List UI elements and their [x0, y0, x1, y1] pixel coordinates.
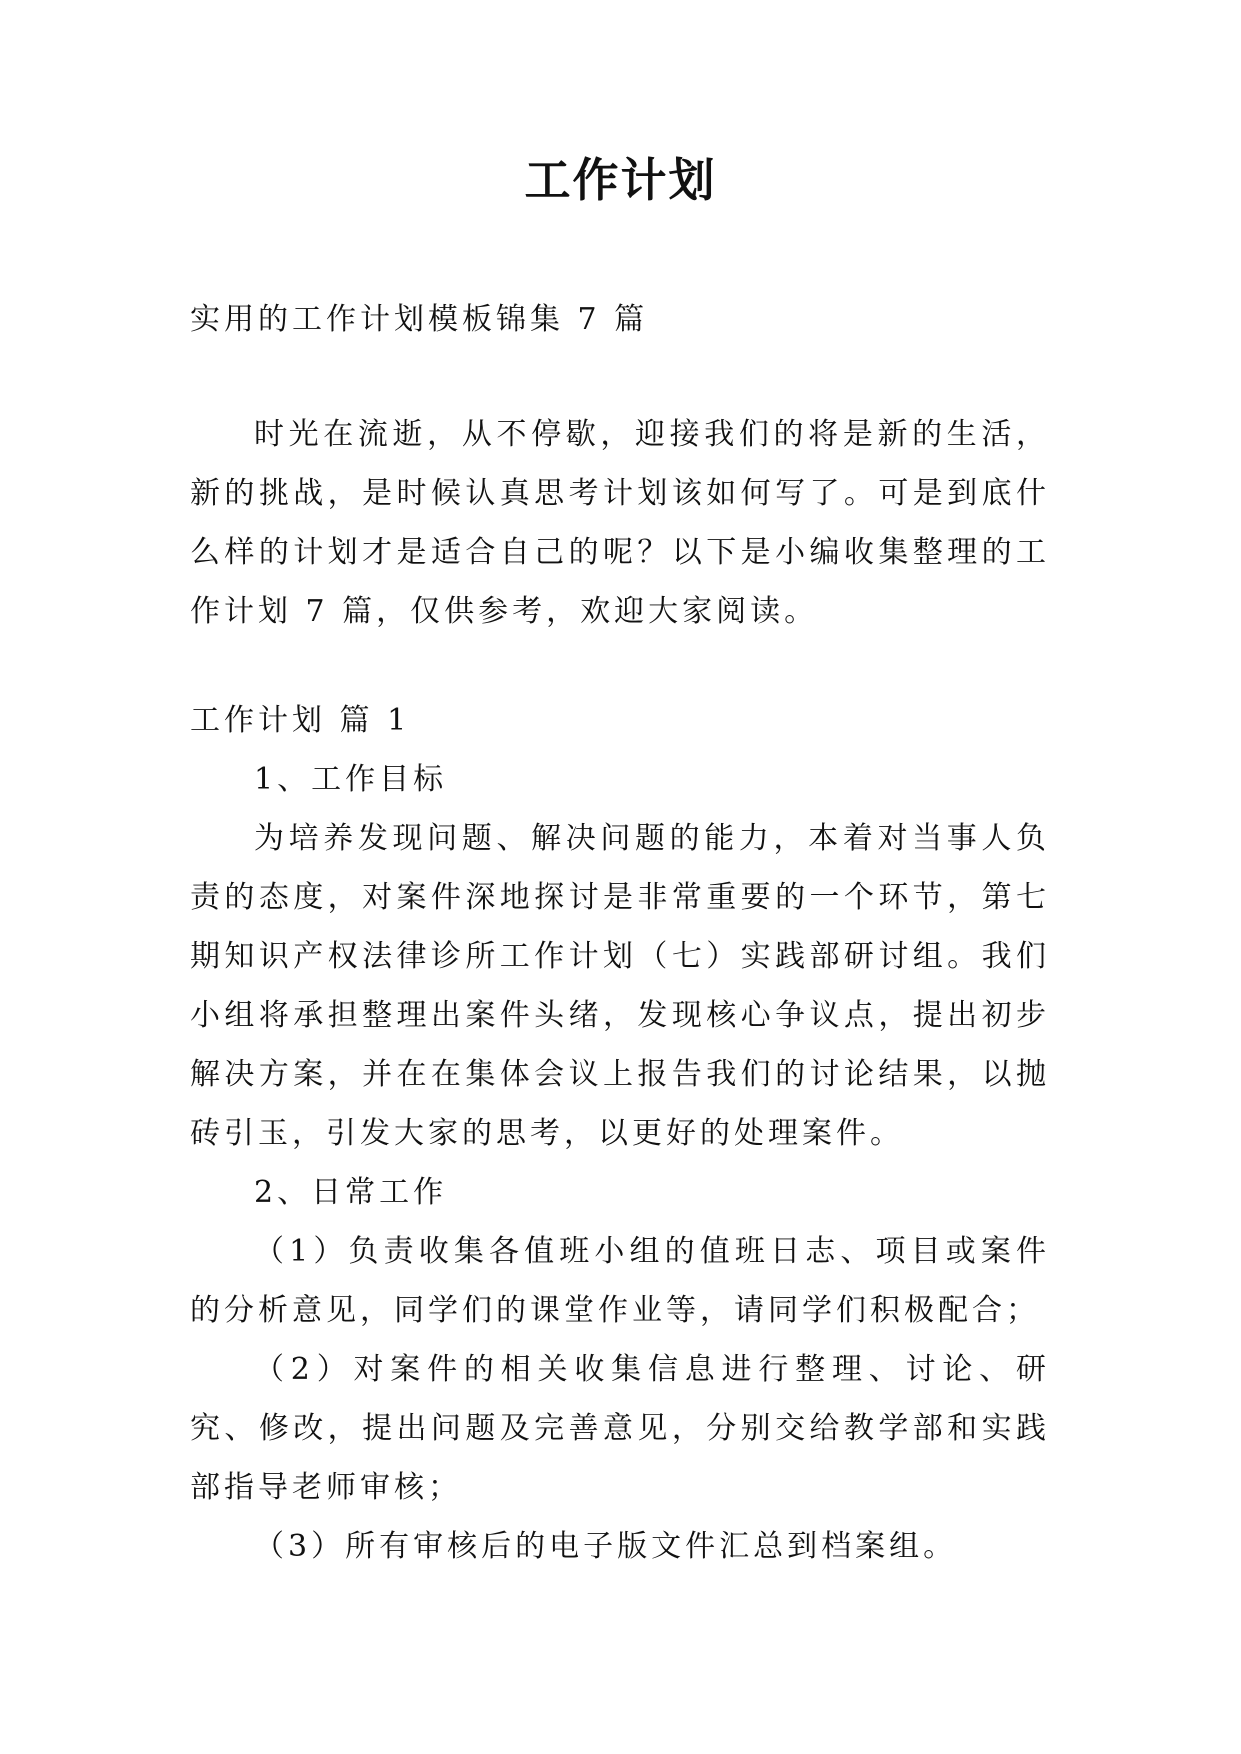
- goal-paragraph: 为培养发现问题、解决问题的能力，本着对当事人负责的态度，对案件深地探讨是非常重要的一个环节，第七期知识产权法律诊所工作计划（七）实践部研讨组。我们小组将承担整理出案件头绪，发现核心争议点，提出初步解决方案，并在在集体会议上报告我们的讨论结果，以抛砖引玉，引发大家的思考，以更好的处理案件。: [190, 821, 1050, 1151]
- document-subtitle: 实用的工作计划模板锦集 7 篇: [190, 302, 649, 337]
- section-heading: 工作计划 篇 1: [190, 703, 411, 738]
- document-title: 工作计划: [524, 153, 717, 207]
- intro-paragraph: 时光在流逝，从不停歇，迎接我们的将是新的生活，新的挑战，是时候认真思考计划该如何写了。可是到底什么样的计划才是适合自己的呢？以下是小编收集整理的工作计划 7 篇，仅供参考，欢迎大家阅读。: [190, 417, 1050, 629]
- item-heading-goal: 1、工作目标: [254, 762, 448, 797]
- daily-item-2: （2）对案件的相关收集信息进行整理、讨论、研究、修改，提出问题及完善意见，分别交给教学部和实践部指导老师审核；: [190, 1352, 1050, 1505]
- document-body: [190, 290, 1050, 1576]
- daily-item-1: （1）负责收集各值班小组的值班日志、项目或案件的分析意见，同学们的课堂作业等，请同学们积极配合；: [190, 1234, 1050, 1328]
- item-heading-daily: 2、日常工作: [254, 1175, 448, 1210]
- daily-item-3: （3）所有审核后的电子版文件汇总到档案组。: [254, 1529, 958, 1564]
